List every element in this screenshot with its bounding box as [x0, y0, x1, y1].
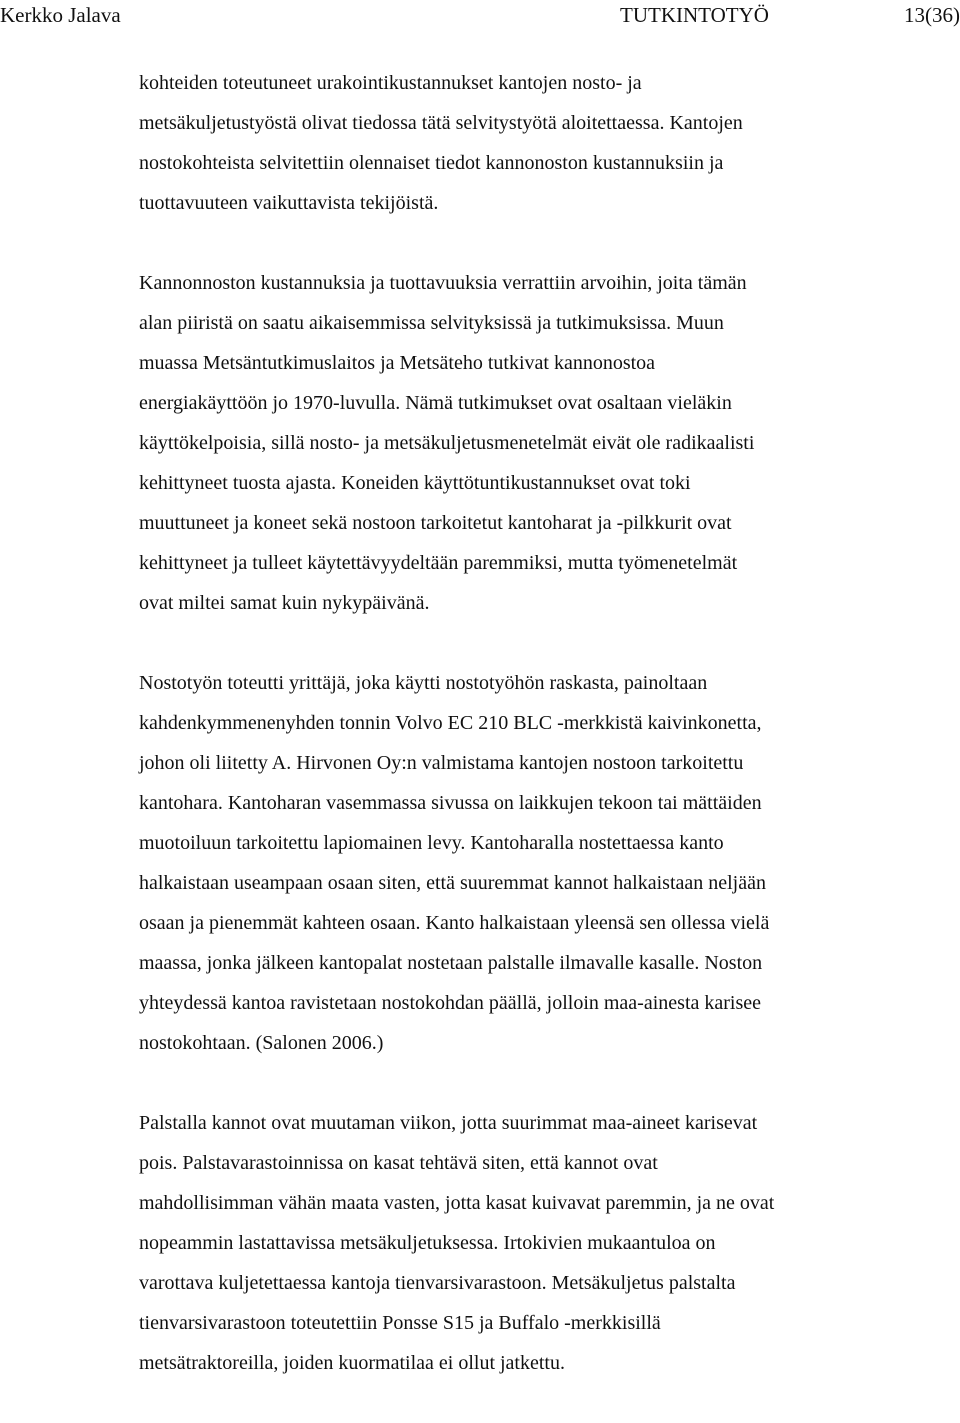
page-body: [139, 63, 909, 1423]
paragraph-storage-transport: [139, 1103, 909, 1383]
paragraph-comparison: [139, 263, 909, 623]
text-line: mahdollisimman vähän maata vasten, jotta kasat kuivavat paremmin, ja ne ovat: [139, 1192, 775, 1214]
text-line: kehittyneet tuosta ajasta. Koneiden käyttötuntikustannukset ovat toki: [139, 472, 691, 494]
text-line: osaan ja pienemmät kahteen osaan. Kanto halkaistaan yleensä sen ollessa vielä: [139, 912, 770, 934]
text-line: yhteydessä kantoa ravistetaan nostokohdan päällä, jolloin maa-ainesta karisee: [139, 992, 762, 1014]
text-line: energiakäyttöön jo 1970-luvulla. Nämä tutkimukset ovat osaltaan vieläkin: [139, 392, 732, 414]
text-line: muuttuneet ja koneet sekä nostoon tarkoitetut kantoharat ja -pilkkurit ovat: [139, 512, 732, 534]
text-line: metsäkuljetustyöstä olivat tiedossa tätä selvitystyötä aloitettaessa. Kantojen: [139, 112, 743, 134]
text-line: nostokohteista selvitettiin olennaiset tiedot kannonoston kustannuksiin ja: [139, 152, 724, 174]
text-line: Palstalla kannot ovat muutaman viikon, jotta suurimmat maa-aineet karisevat: [139, 1112, 758, 1134]
text-line: ovat miltei samat kuin nykypäivänä.: [139, 592, 430, 614]
text-line: tienvarsivarastoon toteutettiin Ponsse S15 ja Buffalo -merkkisillä: [139, 1312, 661, 1334]
text-line: kohteiden toteutuneet urakointikustannukset kantojen nosto- ja: [139, 72, 642, 94]
text-line: metsätraktoreilla, joiden kuormatilaa ei ollut jatkettu.: [139, 1352, 565, 1374]
text-line: kahdenkymmenenyhden tonnin Volvo EC 210 BLC -merkkistä kaivinkonetta,: [139, 712, 762, 734]
text-line: Nostotyön toteutti yrittäjä, joka käytti nostotyöhön raskasta, painoltaan: [139, 672, 708, 694]
text-line: halkaistaan useampaan osaan siten, että suuremmat kannot halkaistaan neljään: [139, 872, 766, 894]
text-line: maassa, jonka jälkeen kantopalat nostetaan palstalle ilmavalle kasalle. Noston: [139, 952, 763, 974]
page-header: [0, 3, 960, 33]
text-line: tuottavuuteen vaikuttavista tekijöistä.: [139, 192, 439, 214]
text-line: kehittyneet ja tulleet käytettävyydeltään paremmiksi, mutta työmenetelmät: [139, 552, 738, 574]
text-line: muotoiluun tarkoitettu lapiomainen levy. Kantoharalla nostettaessa kanto: [139, 832, 724, 854]
header-page-number: 13(36): [904, 3, 960, 27]
text-line: nostokohtaan. (Salonen 2006.): [139, 1032, 384, 1054]
text-line: johon oli liitetty A. Hirvonen Oy:n valmistama kantojen nostoon tarkoitettu: [139, 752, 744, 774]
paragraph-cost-data: [139, 63, 909, 223]
text-line: käyttökelpoisia, sillä nosto- ja metsäkuljetusmenetelmät eivät ole radikaalisti: [139, 432, 755, 454]
text-line: Kannonnoston kustannuksia ja tuottavuuksia verrattiin arvoihin, joita tämän: [139, 272, 747, 294]
text-line: pois. Palstavarastoinnissa on kasat tehtävä siten, että kannot ovat: [139, 1152, 658, 1174]
text-line: alan piiristä on saatu aikaisemmissa selvityksissä ja tutkimuksissa. Muun: [139, 312, 724, 334]
text-line: nopeammin lastattavissa metsäkuljetuksessa. Irtokivien mukaantuloa on: [139, 1232, 716, 1254]
header-document-type: TUTKINTOTYÖ: [620, 3, 769, 27]
text-line: kantohara. Kantoharan vasemmassa sivussa on laikkujen tekoon tai mättäiden: [139, 792, 762, 814]
paragraph-lifting-work: [139, 663, 909, 1063]
text-line: muassa Metsäntutkimuslaitos ja Metsäteho tutkivat kannonostoa: [139, 352, 656, 374]
header-author: Kerkko Jalava: [0, 3, 121, 27]
text-line: varottava kuljetettaessa kantoja tienvarsivarastoon. Metsäkuljetus palstalta: [139, 1272, 736, 1294]
